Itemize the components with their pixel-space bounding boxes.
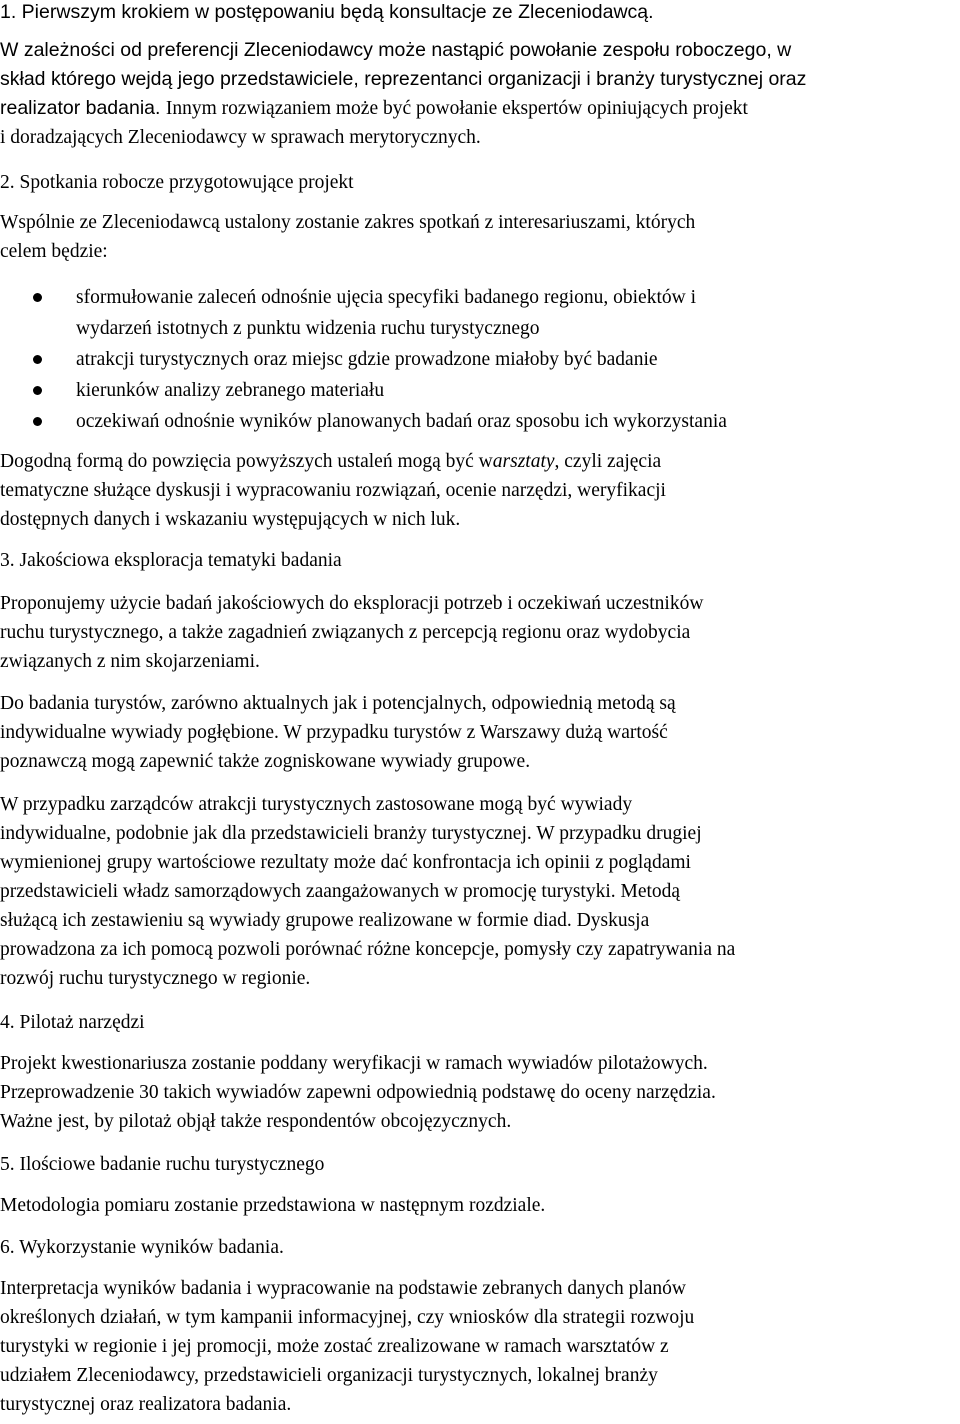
- section-2-bullet-list: [0, 282, 727, 437]
- section-2-paragraph: Dogodną formą do powzięcia powyższych ustaleń mogą być warsztaty, czyli zajęcia tematyczne służące dyskusji i wypracowaniu rozwiązań, ocenie narzędzi, weryfikacji dostępnych danych i wskazaniu występujących w nich luk.: [0, 451, 666, 530]
- section-3-paragraph-3: W przypadku zarządców atrakcji turystycznych zastosowane mogą być wywiady indywidualne, podobnie jak dla przedstawicieli branży turystycznej. W przypadku drugiej wymienionej grupy wartościowe rezultaty może dać konfrontacja ich opinii z poglądami przedstawicieli władz samorządowych zaangażowanych w promocję turystyki. Metodą służącą ich zestawieniu są wywiady grupowe realizowane w formie diad. Dyskusja prowadzona za ich pomocą pozwoli porównać różne koncepcje, pomysły czy zapatrywania na rozwój ruchu turystycznego w regionie.: [0, 794, 736, 989]
- bullet-icon: [33, 293, 42, 302]
- section-1-paragraph: W zależności od preferencji Zleceniodawcy może nastąpić powołanie zespołu roboczego, w skład którego wejdą jego przedstawiciele, reprezentanci organizacji i branży turystycznej oraz realizator badania. Innym rozwiązaniem może być powołanie ekspertów opiniujących projekt: [0, 36, 806, 123]
- section-6-paragraph: Interpretacja wyników badania i wypracowanie na podstawie zebranych danych planów określonych działań, w tym kampanii informacyjnej, czy wniosków dla strategii rozwoju turystyki w regionie i jej promocji, może zostać zrealizowane w ramach warsztatów z udziałem Zleceniodawcy, przedstawicieli organizacji turystycznych, lokalnej branży turystycznej oraz realizatora badania.: [0, 1278, 695, 1415]
- mixed-line: realizator badania. Innym rozwiązaniem może być powołanie ekspertów opiniujących projekt: [0, 97, 748, 119]
- list-item: sformułowanie zaleceń odnośnie ujęcia specyfiki badanego regionu, obiektów i wydarzeń istotnych z punktu widzenia ruchu turystycznego: [0, 282, 727, 344]
- section-1-heading: 1. Pierwszym krokiem w postępowaniu będą konsultacje ze Zleceniodawcą.: [0, 1, 654, 23]
- list-item: oczekiwań odnośnie wyników planowanych badań oraz sposobu ich wykorzystania: [0, 406, 727, 437]
- section-5-heading: 5. Ilościowe badanie ruchu turystycznego: [0, 1154, 325, 1175]
- section-2-intro: Wspólnie ze Zleceniodawcą ustalony zostanie zakres spotkań z interesariuszami, których celem będzie:: [0, 212, 696, 262]
- section-4-paragraph: Projekt kwestionariusza zostanie poddany weryfikacji w ramach wywiadów pilotażowych. Przeprowadzenie 30 takich wywiadów zapewni odpowiednią podstawę do oceny narzędzia. Ważne jest, by pilotaż objął także respondentów obcojęzycznych.: [0, 1053, 716, 1132]
- section-4-heading: 4. Pilotaż narzędzi: [0, 1012, 145, 1033]
- section-2-heading: 2. Spotkania robocze przygotowujące projekt: [0, 172, 354, 193]
- bullet-icon: [33, 355, 42, 364]
- section-1-paragraph-continued: i doradzających Zleceniodawcy w sprawach merytorycznych.: [0, 127, 481, 148]
- section-3-heading: 3. Jakościowa eksploracja tematyki badania: [0, 550, 342, 571]
- section-3-paragraph-1: Proponujemy użycie badań jakościowych do eksploracji potrzeb i oczekiwań uczestników ruchu turystycznego, a także zagadnień związanych z percepcją regionu oraz wydobycia związanych z nim skojarzeniami.: [0, 593, 704, 672]
- list-item: atrakcji turystycznych oraz miejsc gdzie prowadzone miałoby być badanie: [0, 344, 727, 375]
- bullet-icon: [33, 386, 42, 395]
- section-6-heading: 6. Wykorzystanie wyników badania.: [0, 1237, 284, 1258]
- italic-term: arsztaty: [492, 451, 555, 472]
- list-item: kierunków analizy zebranego materiału: [0, 375, 727, 406]
- bullet-icon: [33, 417, 42, 426]
- section-5-paragraph: Metodologia pomiaru zostanie przedstawiona w następnym rozdziale.: [0, 1195, 546, 1216]
- section-3-paragraph-2: Do badania turystów, zarówno aktualnych jak i potencjalnych, odpowiednią metodą są indywidualne wywiady pogłębione. W przypadku turystów z Warszawy dużą wartość poznawczą mogą zapewnić także zogniskowane wywiady grupowe.: [0, 693, 676, 772]
